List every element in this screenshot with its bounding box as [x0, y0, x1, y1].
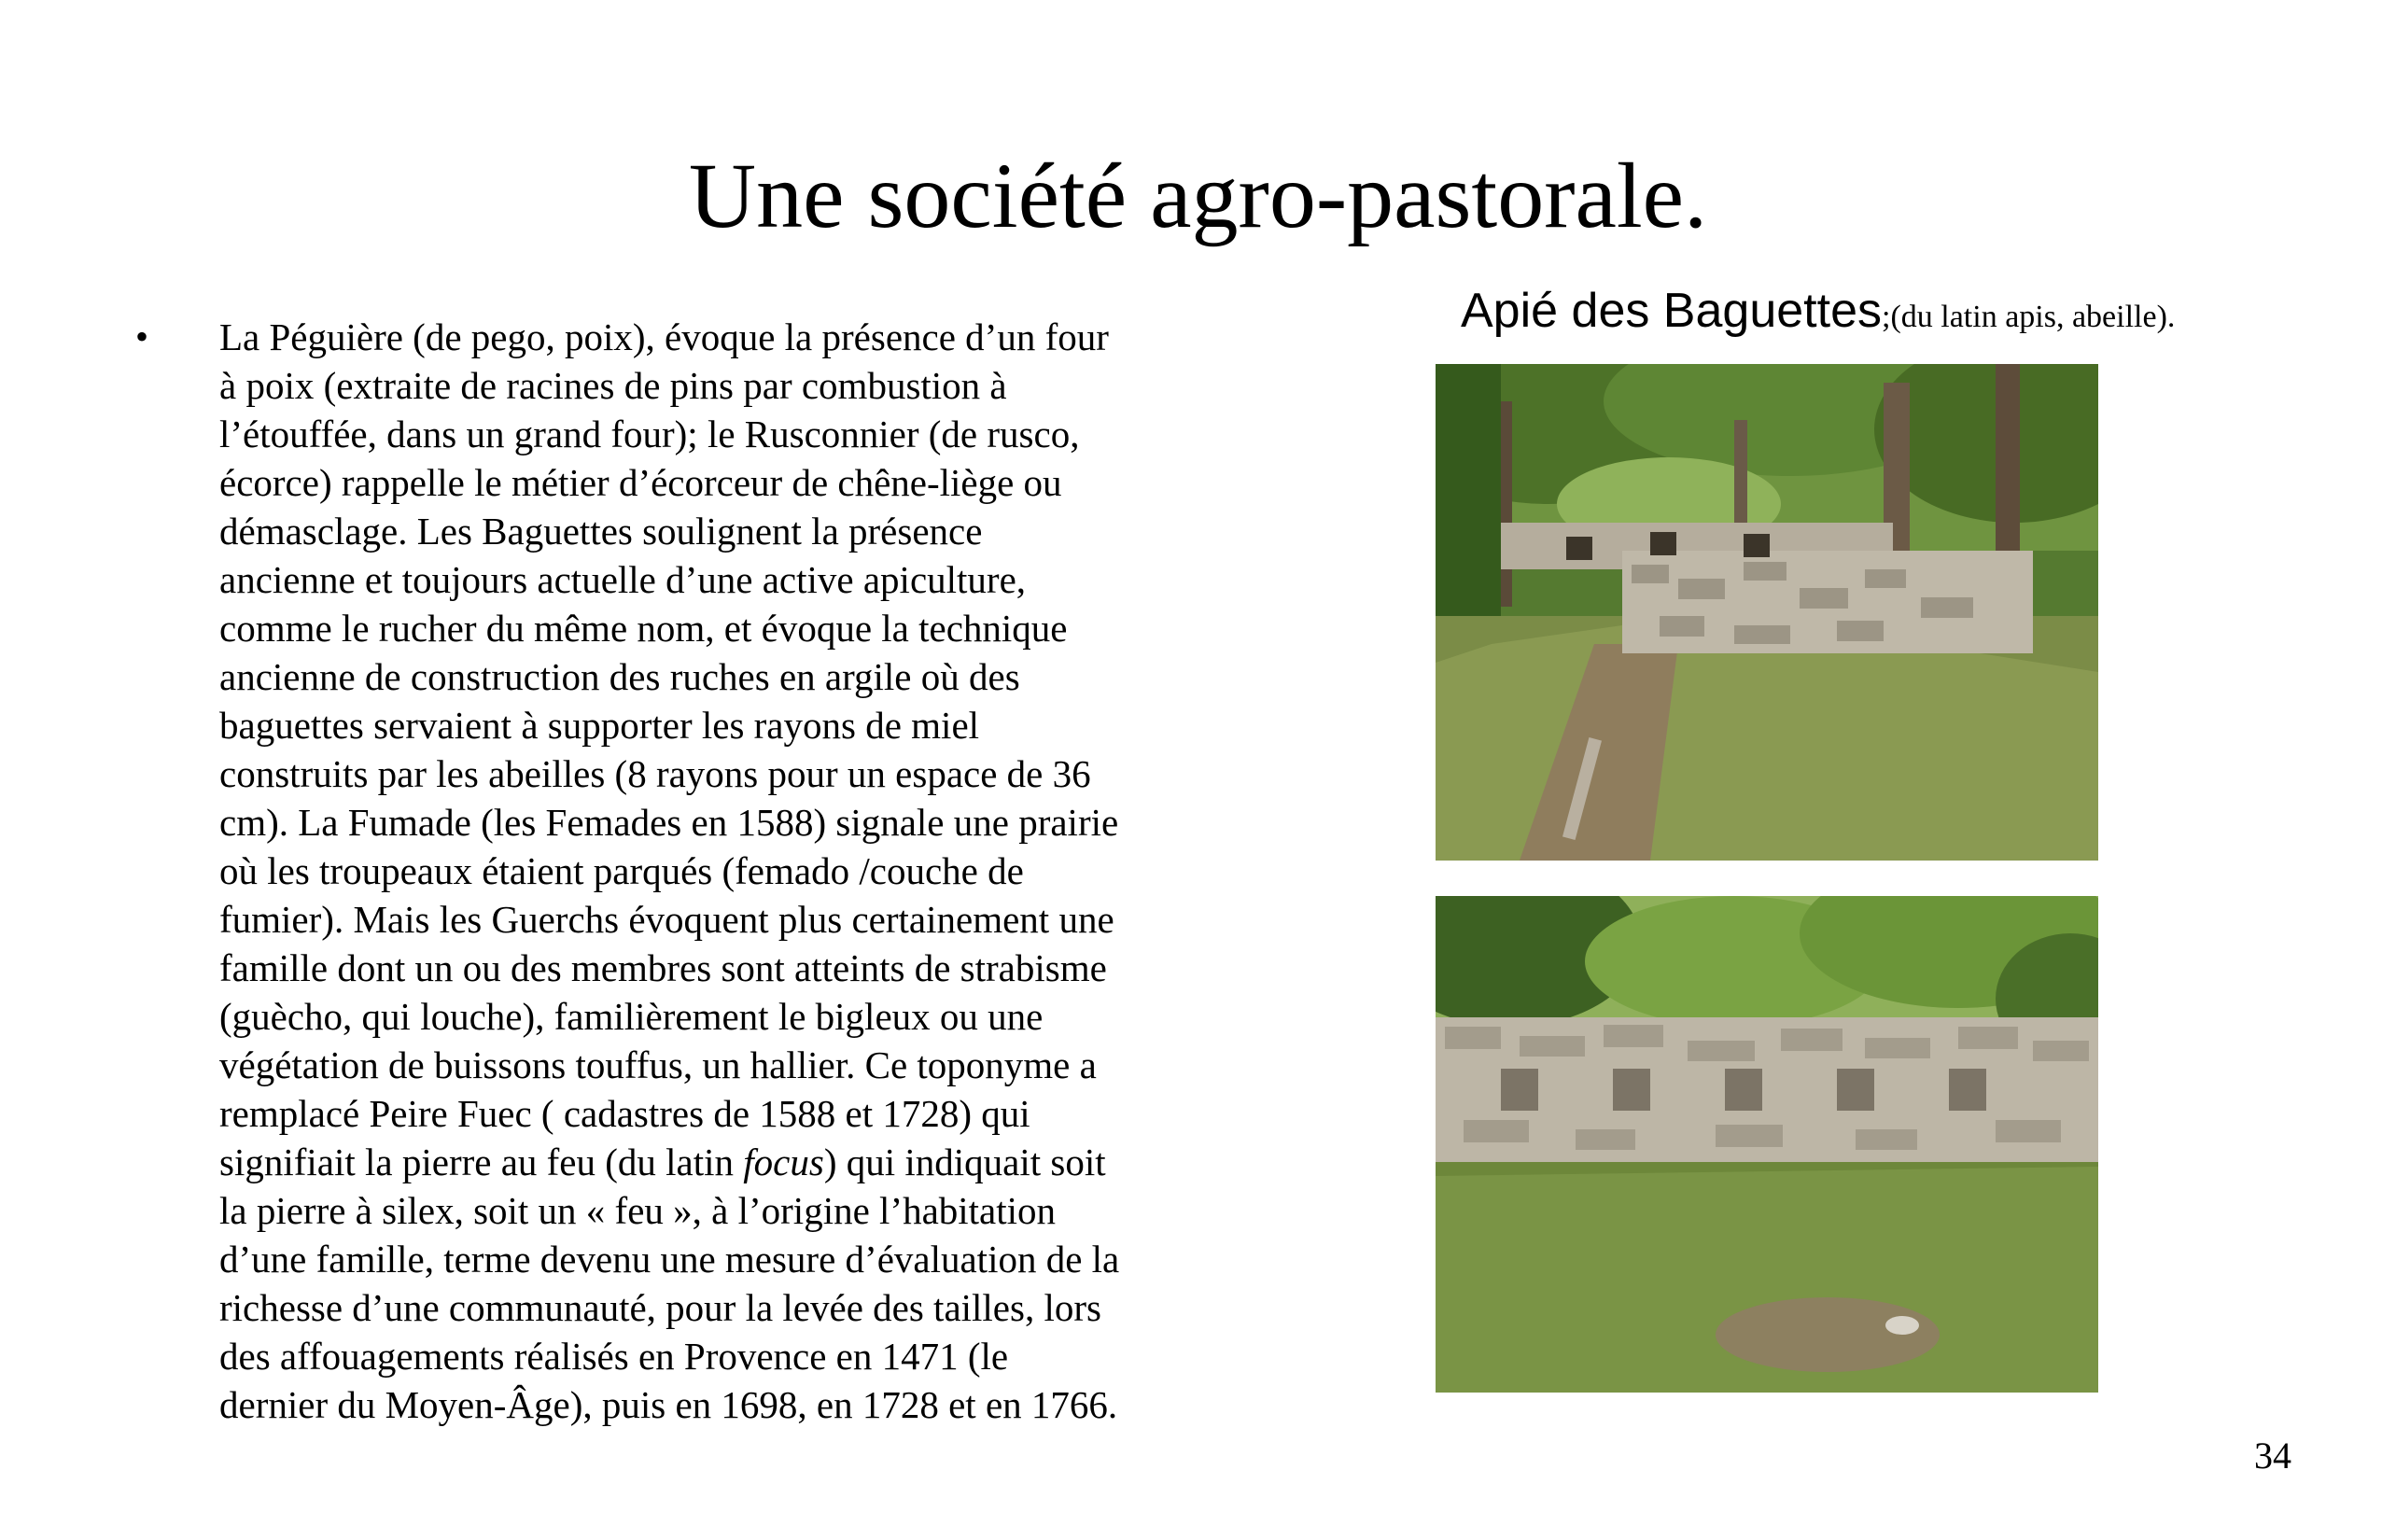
body-line: à poix (extraite de racines de pins par combustion à — [219, 364, 1007, 407]
focus-italic-word: focus — [743, 1141, 824, 1183]
body-line: richesse d’une communauté, pour la levée des tailles, lors — [219, 1286, 1101, 1329]
body-line: comme le rucher du même nom, et évoque la technique — [219, 607, 1068, 650]
focus-after: ) qui indiquait soit — [823, 1141, 1106, 1183]
body-paragraph — [219, 313, 1311, 1429]
body-line: l’étouffée, dans un grand four); le Rusconnier (de rusco, — [219, 413, 1080, 455]
photo-caption — [1461, 280, 2175, 354]
body-line: où les troupeaux étaient parqués (femado /couche de — [219, 849, 1024, 892]
body-line: écorce) rappelle le métier d’écorceur de chêne-liège ou — [219, 461, 1062, 504]
slide-title: Une société agro-pastorale. — [688, 144, 1708, 247]
body-line: La Péguière (de pego, poix), évoque la présence d’un four — [219, 315, 1109, 358]
caption-sub: ;(du latin apis, abeille). — [1882, 300, 2176, 334]
body-line: (guècho, qui louche), familièrement le bigleux ou une — [219, 995, 1044, 1038]
body-line: ancienne de construction des ruches en argile où des — [219, 655, 1020, 698]
apiary-photo-top — [1436, 364, 2098, 861]
body-line: ancienne et toujours actuelle d’une active apiculture, — [219, 558, 1027, 601]
bullet-marker: • — [135, 315, 149, 357]
apiary-photo-bottom — [1436, 896, 2098, 1393]
body-line: des affouagements réalisés en Provence en 1471 (le — [219, 1335, 1009, 1378]
body-line: végétation de buissons touffus, un hallier. Ce toponyme a — [219, 1043, 1097, 1086]
body-line: démasclage. Les Baguettes soulignent la présence — [219, 510, 983, 553]
body-line: famille dont un ou des membres sont atteints de strabisme — [219, 946, 1107, 989]
focus-before: signifiait la pierre au feu (du latin — [219, 1141, 744, 1183]
body-line: baguettes servaient à supporter les rayons de miel — [219, 704, 980, 747]
body-line-focus — [219, 1138, 1311, 1186]
body-line: dernier du Moyen-Âge), puis en 1698, en 1728 et en 1766. — [219, 1383, 1118, 1426]
body-line: d’une famille, terme devenu une mesure d’évaluation de la — [219, 1238, 1120, 1281]
body-line: construits par les abeilles (8 rayons pour un espace de 36 — [219, 752, 1091, 795]
body-line: fumier). Mais les Guerchs évoquent plus certainement une — [219, 898, 1114, 941]
apiary-photo-top-image — [1436, 364, 2098, 861]
body-line: cm). La Fumade (les Femades en 1588) signale une prairie — [219, 801, 1119, 844]
body-line: remplacé Peire Fuec ( cadastres de 1588 et 1728) qui — [219, 1092, 1030, 1135]
apiary-photo-bottom-image — [1436, 896, 2098, 1393]
page-number: 34 — [2254, 1435, 2291, 1477]
caption-main: Apié des Baguettes — [1461, 284, 1882, 338]
body-line: la pierre à silex, soit un « feu », à l’origine l’habitation — [219, 1189, 1057, 1232]
